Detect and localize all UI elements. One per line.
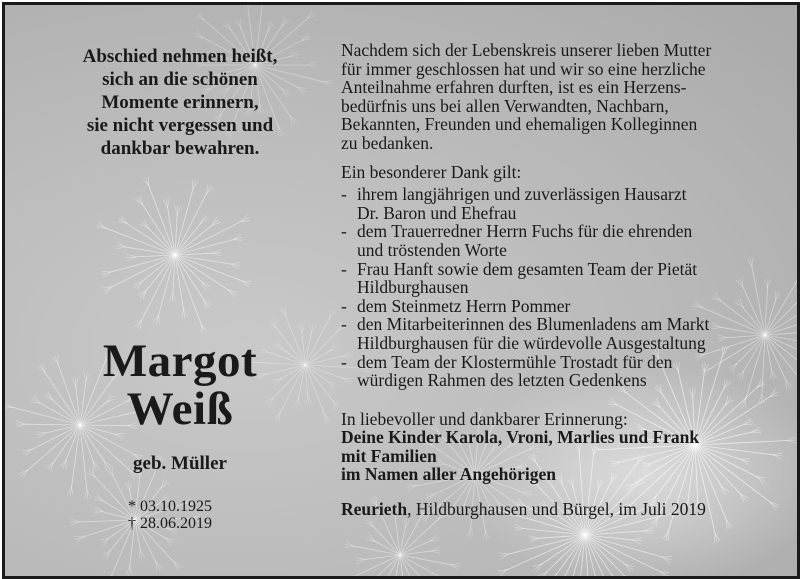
last-name: Weiß <box>126 383 234 435</box>
list-item-line: Dr. Baron und Ehefrau <box>357 202 517 223</box>
intro-line: Bekannten, Freunden und ehemaligen Kolleginnen <box>341 114 698 135</box>
intro-line: Nachdem sich der Lebenskreis unserer lieben Mutter <box>341 40 712 60</box>
list-item <box>341 353 791 390</box>
list-item-line: Hildburghausen <box>357 277 469 298</box>
motto-verse <box>25 45 335 160</box>
motto-line: dankbar bewahren. <box>100 138 260 159</box>
motto-line: sie nicht vergessen und <box>86 115 274 136</box>
intro-line: für immer geschlossen hat und wir so eine herzliche <box>341 58 706 79</box>
list-item <box>341 185 791 222</box>
death-date: † 28.06.2019 <box>128 515 212 532</box>
family-line: mit Familien <box>341 445 437 466</box>
list-item <box>341 260 791 297</box>
thanks-list <box>341 185 791 390</box>
list-item-line: ihrem langjährigen und zuverlässigen Hausarzt <box>357 184 687 205</box>
deceased-name <box>25 337 335 433</box>
list-item <box>341 222 791 259</box>
place-bold: Reurieth <box>341 499 408 520</box>
birth-date: * 03.10.1925 <box>128 498 212 515</box>
intro-line: zu bedanken. <box>341 132 434 153</box>
list-item-line: dem Steinmetz Herrn Pommer <box>357 295 571 316</box>
birth-name: geb. Müller <box>133 453 227 474</box>
life-dates <box>128 498 212 532</box>
place-rest: , Hildburghausen und Bürgel, im Juli 2019 <box>407 499 706 520</box>
intro-line: Anteilnahme erfahren durften, ist es ein Herzens- <box>341 77 687 98</box>
list-item-line: dem Trauerredner Herrn Fuchs für die ehrenden <box>357 221 693 242</box>
list-item-line: den Mitarbeiterinnen des Blumenladens am Markt <box>357 314 710 335</box>
thank-you-message <box>341 41 791 519</box>
family-line: im Namen aller Angehörigen <box>341 464 557 485</box>
thanks-heading: Ein besonderer Dank gilt: <box>341 161 522 182</box>
remembrance-line: In liebevoller und dankbarer Erinnerung: <box>341 408 628 429</box>
list-item-line: dem Team der Klostermühle Trostadt für den <box>357 351 673 372</box>
list-item-line: Hildburghausen für die würdevolle Ausgestaltung <box>357 332 706 353</box>
motto-line: Momente erinnern, <box>101 92 259 113</box>
family-line: Deine Kinder Karola, Vroni, Marlies und Frank <box>341 427 700 448</box>
place-date-line <box>341 500 791 519</box>
list-item-line: und tröstenden Worte <box>357 239 507 260</box>
motto-line: sich an die schönen <box>102 69 258 90</box>
motto-line: Abschied nehmen heißt, <box>82 46 278 67</box>
first-name: Margot <box>102 335 258 387</box>
list-item-line: würdigen Rahmen des letzten Gedenkens <box>357 370 647 391</box>
obituary-notice <box>2 2 800 579</box>
intro-line: bedürfnis uns bei allen Verwandten, Nachbarn, <box>341 95 669 116</box>
list-item-line: Frau Hanft sowie dem gesamten Team der Pietät <box>357 258 698 279</box>
list-item <box>341 297 791 316</box>
list-item <box>341 315 791 352</box>
